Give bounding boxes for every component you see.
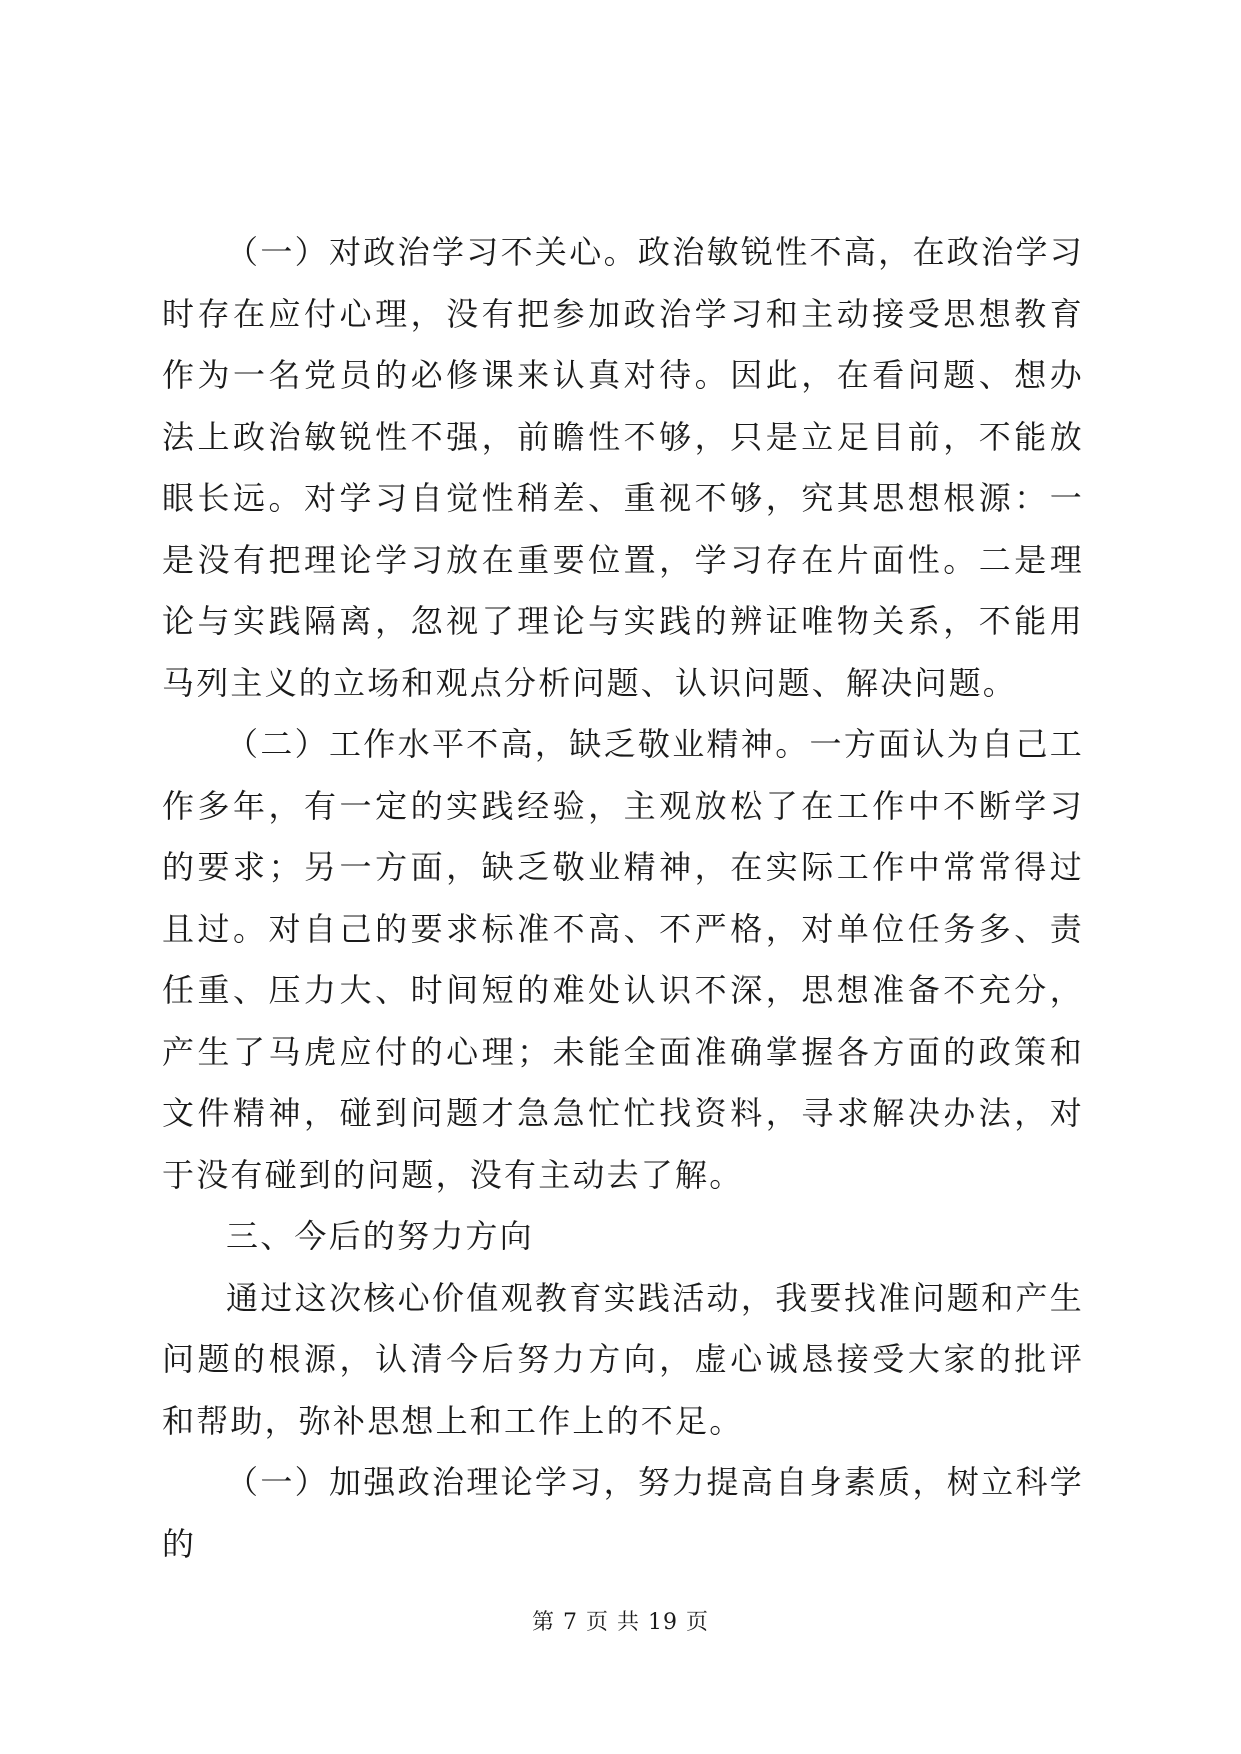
paragraph-education-activity: 通过这次核心价值观教育实践活动，我要找准问题和产生问题的根源，认清今后努力方向，虚心诚恳接受大家的批评和帮助，弥补思想上和工作上的不足。 bbox=[162, 1278, 1084, 1440]
document-body bbox=[162, 222, 1084, 1575]
paragraph-political-study: （一）对政治学习不关心。政治敏锐性不高，在政治学习时存在应付心理，没有把参加政治学习和主动接受思想教育作为一名党员的必修课来认真对待。因此，在看问题、想办法上政治敏锐性不强，前瞻性不够，只是立足目前，不能放眼长远。对学习自觉性稍差、重视不够，究其思想根源：一是没有把理论学习放在重要位置，学习存在片面性。二是理论与实践隔离，忽视了理论与实践的辨证唯物关系，不能用马列主义的立场和观点分析问题、认识问题、解决问题。 bbox=[162, 233, 1084, 702]
paragraph-strengthen-theory: （一）加强政治理论学习，努力提高自身素质，树立科学的 bbox=[162, 1463, 1084, 1563]
paragraph-work-level: （二）工作水平不高，缺乏敬业精神。一方面认为自己工作多年，有一定的实践经验，主观放松了在工作中不断学习的要求；另一方面，缺乏敬业精神，在实际工作中常常得过且过。对自己的要求标准不高、不严格，对单位任务多、责任重、压力大、时间短的难处认识不深，思想准备不充分，产生了马虎应付的心理；未能全面准确掌握各方面的政策和文件精神，碰到问题才急急忙忙找资料，寻求解决办法，对于没有碰到的问题，没有主动去了解。 bbox=[162, 725, 1084, 1194]
page-number-footer: 第 7 页 共 19 页 bbox=[532, 1610, 709, 1635]
section-heading-future-direction: 三、今后的努力方向 bbox=[226, 1217, 534, 1255]
